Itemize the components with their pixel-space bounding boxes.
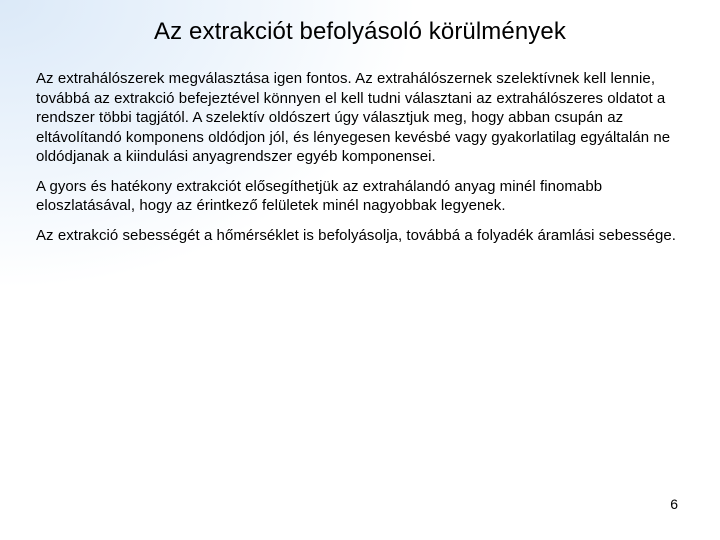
paragraph-fine-distribution: A gyors és hatékony extrakciót elősegíthetjük az extrahálandó anyag minél finomabb eloszlatásával, hogy az érintkező felületek minél nagyobbak legyenek. [36, 177, 603, 214]
paragraph-temperature-flow: Az extrakció sebességét a hőmérséklet is befolyásolja, továbbá a folyadék áramlási sebessége. [36, 226, 676, 244]
slide-body [36, 69, 686, 255]
slide-number: 6 [670, 496, 678, 512]
paragraph-solvent-selection: Az extrahálószerek megválasztása igen fontos. Az extrahálószernek szelektívnek kell lennie, továbbá az extrakció befejeztével könnyen el kell tudni választani az extrahálószeres oldatot a rendszer többi tagjától. A szelektív oldószert úgy választjuk meg, hogy abban csupán az eltávolítandó komponens oldódjon jól, és lényegesen kevésbé vagy gyakorlatilag egyáltalán ne oldódjanak a kiindulási anyagrendszer egyéb komponensei. [36, 70, 671, 165]
slide-title: Az extrakciót befolyásoló körülmények [154, 18, 566, 45]
